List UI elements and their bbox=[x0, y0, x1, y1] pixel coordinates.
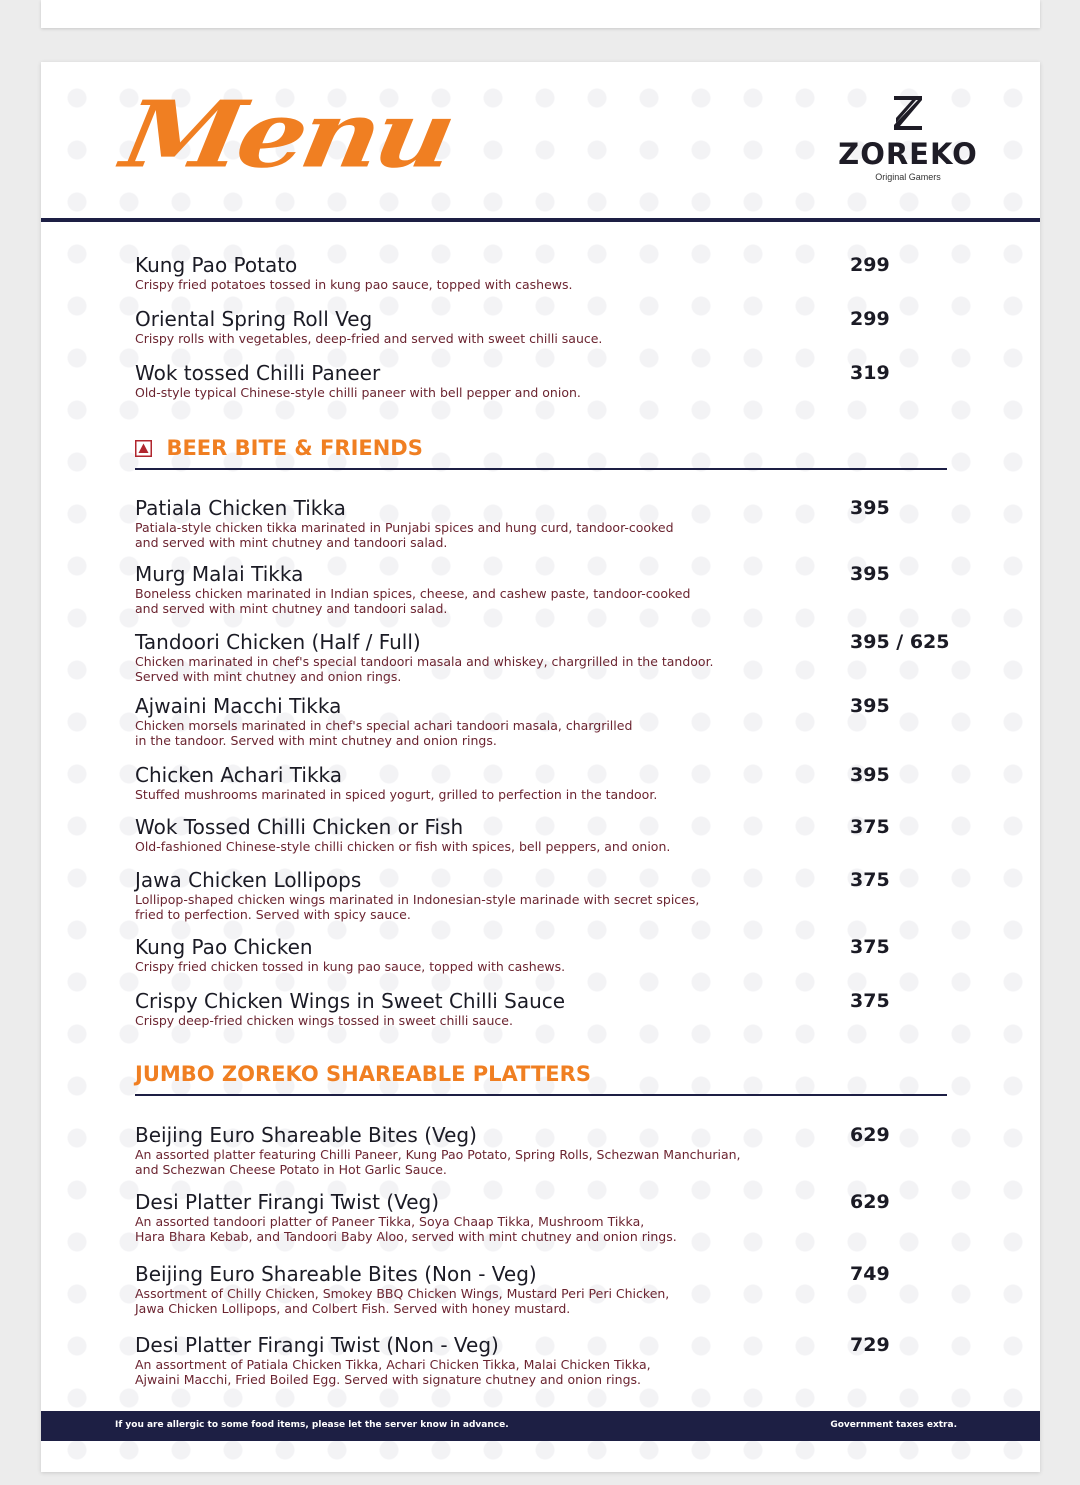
item-name: Patiala Chicken Tikka bbox=[135, 496, 346, 520]
item-name: Oriental Spring Roll Veg bbox=[135, 307, 373, 331]
menu-item bbox=[135, 763, 995, 802]
item-description: Old-fashioned Chinese-style chilli chicken or fish with spices, bell peppers, and onion. bbox=[135, 839, 671, 854]
item-price: 299 bbox=[850, 254, 890, 276]
brand-tagline: Original Gamers bbox=[875, 172, 941, 182]
item-description: Crispy fried chicken tossed in kung pao sauce, topped with cashews. bbox=[135, 959, 566, 974]
menu-item bbox=[135, 562, 995, 616]
menu-item bbox=[135, 496, 995, 550]
item-description: Assortment of Chilly Chicken, Smokey BBQ Chicken Wings, Mustard Peri Peri Chicken, Jawa Chicken Lollipops, and Colbert Fish. Served with honey mustard. bbox=[135, 1286, 670, 1316]
item-price: 375 bbox=[850, 990, 890, 1012]
item-price: 749 bbox=[850, 1263, 890, 1285]
section-divider bbox=[135, 1094, 947, 1096]
menu-item bbox=[135, 815, 995, 854]
item-price: 729 bbox=[850, 1334, 890, 1356]
previous-page-edge bbox=[41, 0, 1040, 28]
item-price: 395 bbox=[850, 764, 890, 786]
menu-item bbox=[135, 630, 995, 684]
menu-footer bbox=[41, 1411, 1040, 1441]
item-price: 395 bbox=[850, 563, 890, 585]
tax-note: Government taxes extra. bbox=[830, 1420, 957, 1430]
item-name: Kung Pao Chicken bbox=[135, 935, 313, 959]
item-description: Crispy fried potatoes tossed in kung pao sauce, topped with cashews. bbox=[135, 277, 573, 292]
item-description: Chicken marinated in chef's special tandoori masala and whiskey, chargrilled in the tandoor. Served with mint chutney and onion rings. bbox=[135, 654, 714, 684]
item-price: 375 bbox=[850, 936, 890, 958]
item-price: 299 bbox=[850, 308, 890, 330]
item-name: Desi Platter Firangi Twist (Non - Veg) bbox=[135, 1333, 499, 1357]
section-heading-platters bbox=[135, 1060, 947, 1088]
menu-item bbox=[135, 989, 995, 1028]
item-name: Ajwaini Macchi Tikka bbox=[135, 694, 342, 718]
item-name: Wok Tossed Chilli Chicken or Fish bbox=[135, 815, 464, 839]
section-title: BEER BITE & FRIENDS bbox=[166, 436, 423, 460]
item-price: 629 bbox=[850, 1191, 890, 1213]
item-name: Desi Platter Firangi Twist (Veg) bbox=[135, 1190, 440, 1214]
item-price: 395 bbox=[850, 497, 890, 519]
item-name: Chicken Achari Tikka bbox=[135, 763, 343, 787]
item-name: Kung Pao Potato bbox=[135, 253, 298, 277]
item-name: Jawa Chicken Lollipops bbox=[135, 868, 362, 892]
menu-item bbox=[135, 1123, 995, 1177]
menu-title: Menu bbox=[114, 81, 459, 189]
item-description: An assorted platter featuring Chilli Paneer, Kung Pao Potato, Spring Rolls, Schezwan Manchurian, and Schezwan Cheese Potato in Hot Garlic Sauce. bbox=[135, 1147, 741, 1177]
item-name: Beijing Euro Shareable Bites (Non - Veg) bbox=[135, 1262, 537, 1286]
item-name: Murg Malai Tikka bbox=[135, 562, 304, 586]
menu-content bbox=[41, 62, 1040, 1472]
item-name: Wok tossed Chilli Paneer bbox=[135, 361, 381, 385]
menu-item bbox=[135, 1190, 995, 1244]
item-price: 375 bbox=[850, 869, 890, 891]
menu-item bbox=[135, 694, 995, 748]
item-description: Crispy rolls with vegetables, deep-fried and served with sweet chilli sauce. bbox=[135, 331, 603, 346]
allergy-note: If you are allergic to some food items, please let the server know in advance. bbox=[115, 1420, 509, 1430]
menu-item bbox=[135, 868, 995, 922]
item-price: 375 bbox=[850, 816, 890, 838]
section-heading-beer-bite bbox=[135, 434, 947, 462]
item-description: An assorted tandoori platter of Paneer Tikka, Soya Chaap Tikka, Mushroom Tikka, Hara Bhara Kebab, and Tandoori Baby Aloo, served with mint chutney and onion rings. bbox=[135, 1214, 677, 1244]
item-description: Lollipop-shaped chicken wings marinated in Indonesian-style marinade with secret spices, fried to perfection. Served with spicy sauce. bbox=[135, 892, 700, 922]
menu-item bbox=[135, 1262, 995, 1316]
item-description: Patiala-style chicken tikka marinated in Punjabi spices and hung curd, tandoor-cooked and served with mint chutney and tandoori salad. bbox=[135, 520, 674, 550]
menu-item bbox=[135, 307, 995, 346]
item-name: Beijing Euro Shareable Bites (Veg) bbox=[135, 1123, 477, 1147]
section-title: JUMBO ZOREKO SHAREABLE PLATTERS bbox=[135, 1062, 591, 1086]
menu-item bbox=[135, 935, 995, 974]
item-description: Boneless chicken marinated in Indian spices, cheese, and cashew paste, tandoor-cooked and served with mint chutney and tandoori salad. bbox=[135, 586, 691, 616]
item-description: Chicken morsels marinated in chef's special achari tandoori masala, chargrilled in the tandoor. Served with mint chutney and onion rings. bbox=[135, 718, 633, 748]
menu-page bbox=[41, 62, 1040, 1472]
item-price: 395 bbox=[850, 695, 890, 717]
item-name: Tandoori Chicken (Half / Full) bbox=[135, 630, 421, 654]
section-divider bbox=[135, 468, 947, 470]
item-description: An assortment of Patiala Chicken Tikka, Achari Chicken Tikka, Malai Chicken Tikka, Ajwaini Macchi, Fried Boiled Egg. Served with signature chutney and onion rings. bbox=[135, 1357, 651, 1387]
item-description: Stuffed mushrooms marinated in spiced yogurt, grilled to perfection in the tandoor. bbox=[135, 787, 658, 802]
item-name: Crispy Chicken Wings in Sweet Chilli Sauce bbox=[135, 989, 566, 1013]
non-veg-mark-icon bbox=[135, 440, 152, 457]
item-price: 395 / 625 bbox=[850, 631, 950, 653]
menu-item bbox=[135, 361, 995, 400]
item-price: 629 bbox=[850, 1124, 890, 1146]
item-description: Crispy deep-fried chicken wings tossed in sweet chilli sauce. bbox=[135, 1013, 513, 1028]
item-description: Old-style typical Chinese-style chilli paneer with bell pepper and onion. bbox=[135, 385, 581, 400]
item-price: 319 bbox=[850, 362, 890, 384]
brand-name: ZOREKO bbox=[838, 137, 978, 171]
menu-item bbox=[135, 253, 995, 292]
menu-item bbox=[135, 1333, 995, 1387]
